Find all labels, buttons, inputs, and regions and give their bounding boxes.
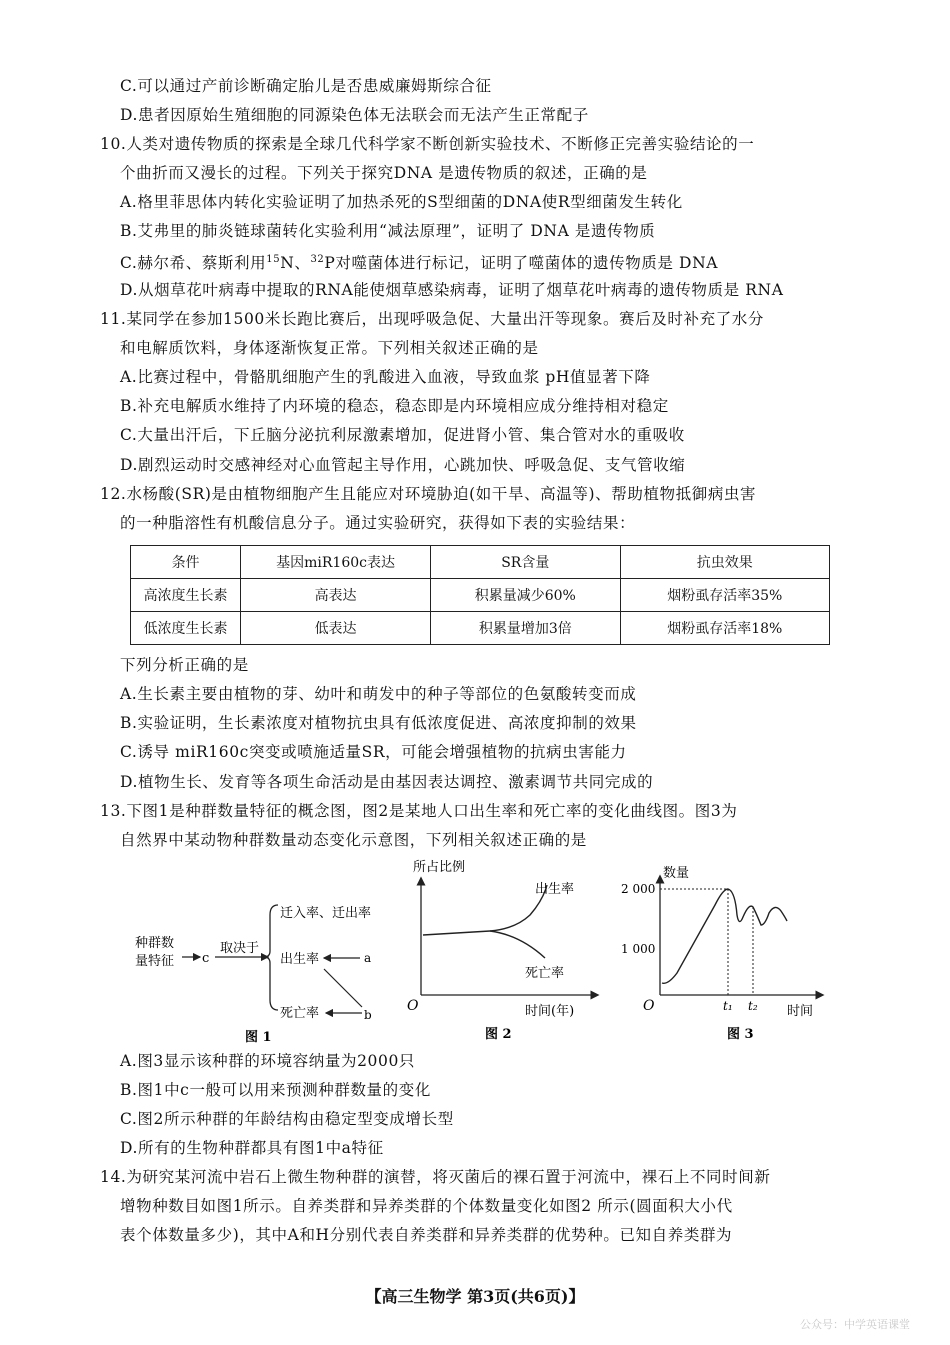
q11-stem-line1: 11.某同学在参加1500米长跑比赛后，出现呼吸急促、大量出汗等现象。赛后及时补充了水分 [100, 310, 764, 328]
q11-option-c: C.大量出汗后，下丘脑分泌抗利尿激素增加，促进肾小管、集合管对水的重吸收 [120, 426, 685, 444]
table-row [131, 579, 830, 612]
q13-option-c: C.图2所示种群的年龄结构由稳定型变成增长型 [120, 1110, 454, 1128]
q13-option-d: D.所有的生物种群都具有图1中a特征 [120, 1139, 384, 1157]
q10-stem-line1: 10.人类对遗传物质的探索是全球几代科学家不断创新实验技术、不断修正完善实验结论的一 [100, 135, 755, 153]
fig1-branch-birth: 出生率 [280, 952, 320, 967]
q13-figure-1 [130, 895, 380, 1045]
q11-stem-line2: 和电解质饮料，身体逐渐恢复正常。下列相关叙述正确的是 [120, 339, 539, 357]
fig1-branch-death: 死亡率 [280, 1006, 320, 1021]
table-cell: 积累量减少60% [431, 579, 621, 612]
page-footer: 【高三生物学 第3页(共6页)】 [365, 1287, 585, 1306]
table-cell: 积累量增加3倍 [431, 612, 621, 645]
q10-option-d: D.从烟草花叶病毒中提取的RNA能使烟草感染病毒，证明了烟草花叶病毒的遗传物质是 RNA [120, 281, 784, 299]
q9-option-c: C.可以通过产前诊断确定胎儿是否患威廉姆斯综合征 [120, 77, 492, 95]
q12-option-b: B.实验证明，生长素浓度对植物抗虫具有低浓度促进、高浓度抑制的效果 [120, 714, 637, 732]
fig3-caption: 图 3 [727, 1027, 754, 1042]
fig2-ylabel: 所占比例 [413, 860, 466, 875]
table-cell: 低浓度生长素 [131, 612, 241, 645]
fig1-a-label: a [364, 951, 372, 965]
q10-option-a: A.格里菲思体内转化实验证明了加热杀死的S型细菌的DNA使R型细菌发生转化 [120, 193, 683, 211]
fig2-caption: 图 2 [485, 1027, 512, 1042]
q10-option-c-mid: N、 [280, 254, 311, 273]
q11-option-b: B.补充电解质水维持了内环境的稳态，稳态即是内环境相应成分维持相对稳定 [120, 397, 669, 415]
table-header-cell: 抗虫效果 [620, 546, 829, 579]
fig3-xlabel: 时间 [787, 1004, 814, 1019]
q12-stem-line1: 12.水杨酸(SR)是由植物细胞产生且能应对环境胁迫(如干旱、高温等)、帮助植物抵御病虫害 [100, 485, 757, 503]
fig2-death-curve [490, 931, 545, 958]
fig3-t2: t₂ [748, 999, 758, 1013]
fig3-ylabel: 数量 [663, 866, 690, 881]
table-cell: 低表达 [241, 612, 431, 645]
q14-stem-line3: 表个体数量多少)，其中A和H分别代表自养类群和异养类群的优势种。已知自养类群为 [120, 1226, 733, 1244]
table-row [131, 612, 830, 645]
q10-option-b: B.艾弗里的肺炎链球菌转化实验利用“减法原理”，证明了 DNA 是遗传物质 [120, 222, 656, 240]
q13-figure-2 [395, 855, 605, 1045]
q13-option-a: A.图3显示该种群的环境容纳量为2000只 [120, 1052, 416, 1070]
q11-option-a: A.比赛过程中，骨骼肌细胞产生的乳酸进入血液，导致血浆 pH值显著下降 [120, 368, 651, 386]
fig1-arrow-label: 取决于 [220, 941, 260, 956]
q14-stem-line1: 14.为研究某河流中岩石上微生物种群的演替，将灭菌后的裸石置于河流中，裸石上不同时间新 [100, 1168, 771, 1186]
fig1-left-label-2: 量特征 [135, 954, 175, 969]
fig1-branch-immigration: 迁入率、迁出率 [280, 906, 372, 921]
fig2-birth-curve [423, 885, 547, 935]
fig3-t1: t₁ [723, 999, 733, 1013]
table-header-cell: 基因miR160c表达 [241, 546, 431, 579]
table-cell: 烟粉虱存活率35% [620, 579, 829, 612]
fig3-y-1000: 1 000 [621, 942, 656, 956]
q10-option-c-post: P对噬菌体进行标记，证明了噬菌体的遗传物质是 DNA [324, 254, 719, 273]
table-cell: 高表达 [241, 579, 431, 612]
fig3-population-curve [662, 889, 787, 983]
fig1-c-label: c [202, 951, 210, 966]
fig3-origin: O [643, 998, 655, 1014]
fig2-death-label: 死亡率 [525, 966, 565, 981]
fig1-b-label: b [364, 1008, 372, 1022]
table-cell: 高浓度生长素 [131, 579, 241, 612]
fig2-xlabel: 时间(年) [525, 1004, 575, 1019]
q12-results-table [130, 545, 830, 645]
fig2-origin: O [407, 998, 419, 1014]
q10-option-c-sup2: 32 [310, 254, 325, 265]
q9-option-d: D.患者因原始生殖细胞的同源染色体无法联会而无法产生正常配子 [120, 106, 589, 124]
q10-option-c-sup1: 15 [266, 254, 281, 265]
fig1-brace [264, 905, 278, 1010]
fig2-birth-label: 出生率 [535, 882, 575, 897]
table-header-row [131, 546, 830, 579]
table-header-cell: SR含量 [431, 546, 621, 579]
q12-lead: 下列分析正确的是 [120, 656, 249, 674]
q13-stem-line1: 13.下图1是种群数量特征的概念图，图2是某地人口出生率和死亡率的变化曲线图。图3为 [100, 802, 738, 820]
fig3-y-2000: 2 000 [621, 882, 656, 896]
q12-option-d: D.植物生长、发育等各项生命活动是由基因表达调控、激素调节共同完成的 [120, 773, 654, 791]
q14-stem-line2: 增物种数目如图1所示。自养类群和异养类群的个体数量变化如图2 所示(圆面积大小代 [120, 1197, 733, 1215]
q10-option-c-pre: C.赫尔希、蔡斯利用 [120, 254, 267, 273]
q10-option-c [120, 250, 718, 273]
q13-option-b: B.图1中c一般可以用来预测种群数量的变化 [120, 1081, 431, 1099]
table-cell: 烟粉虱存活率18% [620, 612, 829, 645]
q13-stem-line2: 自然界中某动物种群数量动态变化示意图，下列相关叙述正确的是 [120, 831, 587, 849]
q12-stem-line2: 的一种脂溶性有机酸信息分子。通过实验研究，获得如下表的实验结果： [120, 514, 636, 532]
q12-option-a: A.生长素主要由植物的芽、幼叶和萌发中的种子等部位的色氨酸转变而成 [120, 685, 637, 703]
q13-figure-3 [615, 855, 830, 1045]
q12-option-c: C.诱导 miR160c突变或喷施适量SR，可能会增强植物的抗病虫害能力 [120, 743, 627, 761]
q10-stem-line2: 个曲折而又漫长的过程。下列关于探究DNA 是遗传物质的叙述，正确的是 [120, 164, 648, 182]
fig1-left-label-1: 种群数 [135, 936, 175, 951]
watermark: 公众号：中学英语课堂 [800, 1318, 910, 1331]
q11-option-d: D.剧烈运动时交感神经对心血管起主导作用，心跳加快、呼吸急促、支气管收缩 [120, 456, 686, 474]
table-header-cell: 条件 [131, 546, 241, 579]
fig1-caption: 图 1 [245, 1030, 272, 1045]
fig1-line [324, 969, 362, 1007]
